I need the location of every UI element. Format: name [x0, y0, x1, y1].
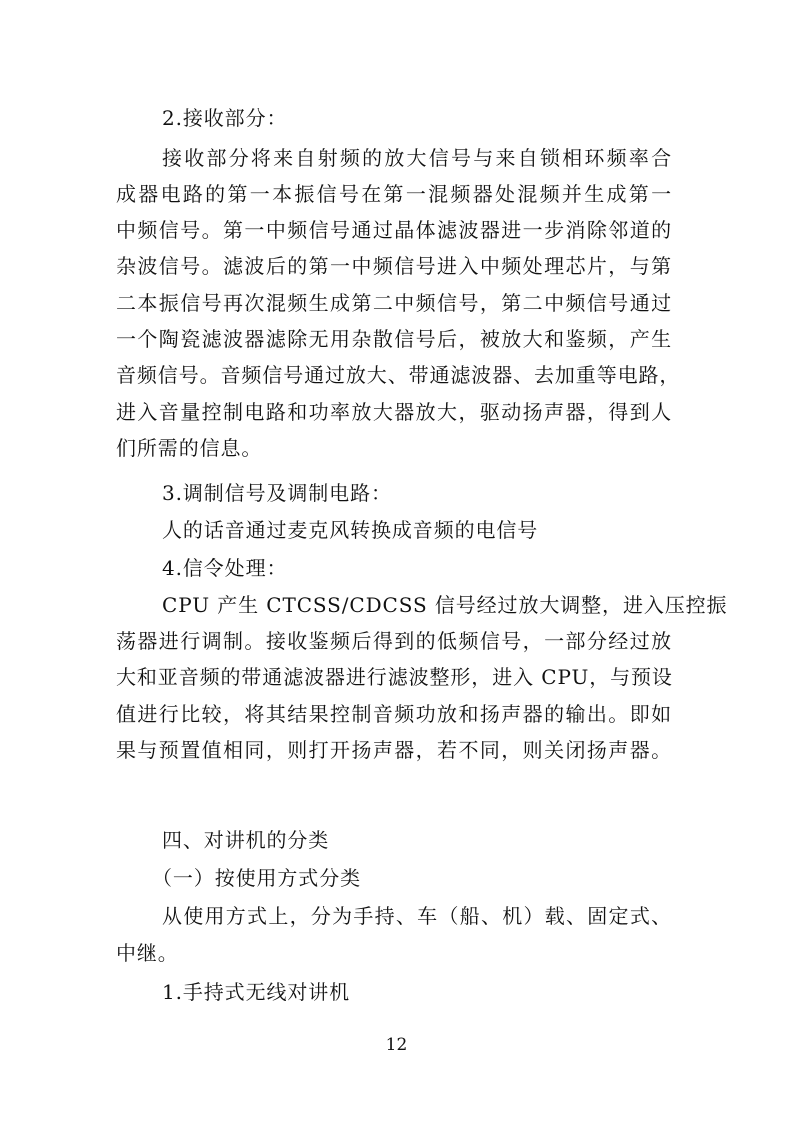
heading-modulation: 3.调制信号及调制电路：: [162, 481, 392, 505]
paragraph-line: 从使用方式上，分为手持、车（船、机）载、固定式、: [162, 904, 672, 928]
paragraph-line: 果与预置值相同，则打开扬声器，若不同，则关闭扬声器。: [116, 738, 672, 762]
page-number: 12: [385, 1035, 408, 1055]
heading-signaling: 4.信令处理：: [162, 556, 288, 580]
paragraph-line: 荡器进行调制。接收鉴频后得到的低频信号，一部分经过放: [116, 629, 672, 653]
paragraph-line: 中频信号。第一中频信号通过晶体滤波器进一步消除邻道的: [116, 218, 672, 242]
heading-handheld: 1.手持式无线对讲机: [162, 980, 351, 1004]
paragraph-line: 一个陶瓷滤波器滤除无用杂散信号后，被放大和鉴频，产生: [116, 327, 672, 351]
paragraph-line: 大和亚音频的带通滤波器进行滤波整形，进入 CPU，与预设: [116, 665, 673, 689]
paragraph-line: 人的话音通过麦克风转换成音频的电信号: [162, 518, 539, 542]
section-title: 四、对讲机的分类: [162, 828, 330, 852]
paragraph-line: 进入音量控制电路和功率放大器放大，驱动扬声器，得到人: [116, 400, 672, 424]
paragraph-line: 音频信号。音频信号通过放大、带通滤波器、去加重等电路，: [116, 363, 681, 387]
paragraph-line: 成器电路的第一本振信号在第一混频器处混频并生成第一: [116, 182, 672, 206]
paragraph-line: 接收部分将来自射频的放大信号与来自锁相环频率合: [162, 146, 672, 170]
paragraph-line: CPU 产生 CTCSS/CDCSS 信号经过放大调整，进入压控振: [162, 593, 728, 617]
paragraph-line: 二本振信号再次混频生成第二中频信号，第二中频信号通过: [116, 291, 672, 315]
subsection-title: （一）按使用方式分类: [152, 866, 361, 890]
heading-receiving-part: 2.接收部分：: [162, 106, 288, 130]
paragraph-line: 们所需的信息。: [116, 436, 263, 460]
paragraph-line: 值进行比较，将其结果控制音频功放和扬声器的输出。即如: [116, 702, 672, 726]
paragraph-line: 杂波信号。滤波后的第一中频信号进入中频处理芯片，与第: [116, 254, 672, 278]
paragraph-line: 中继。: [116, 941, 179, 965]
